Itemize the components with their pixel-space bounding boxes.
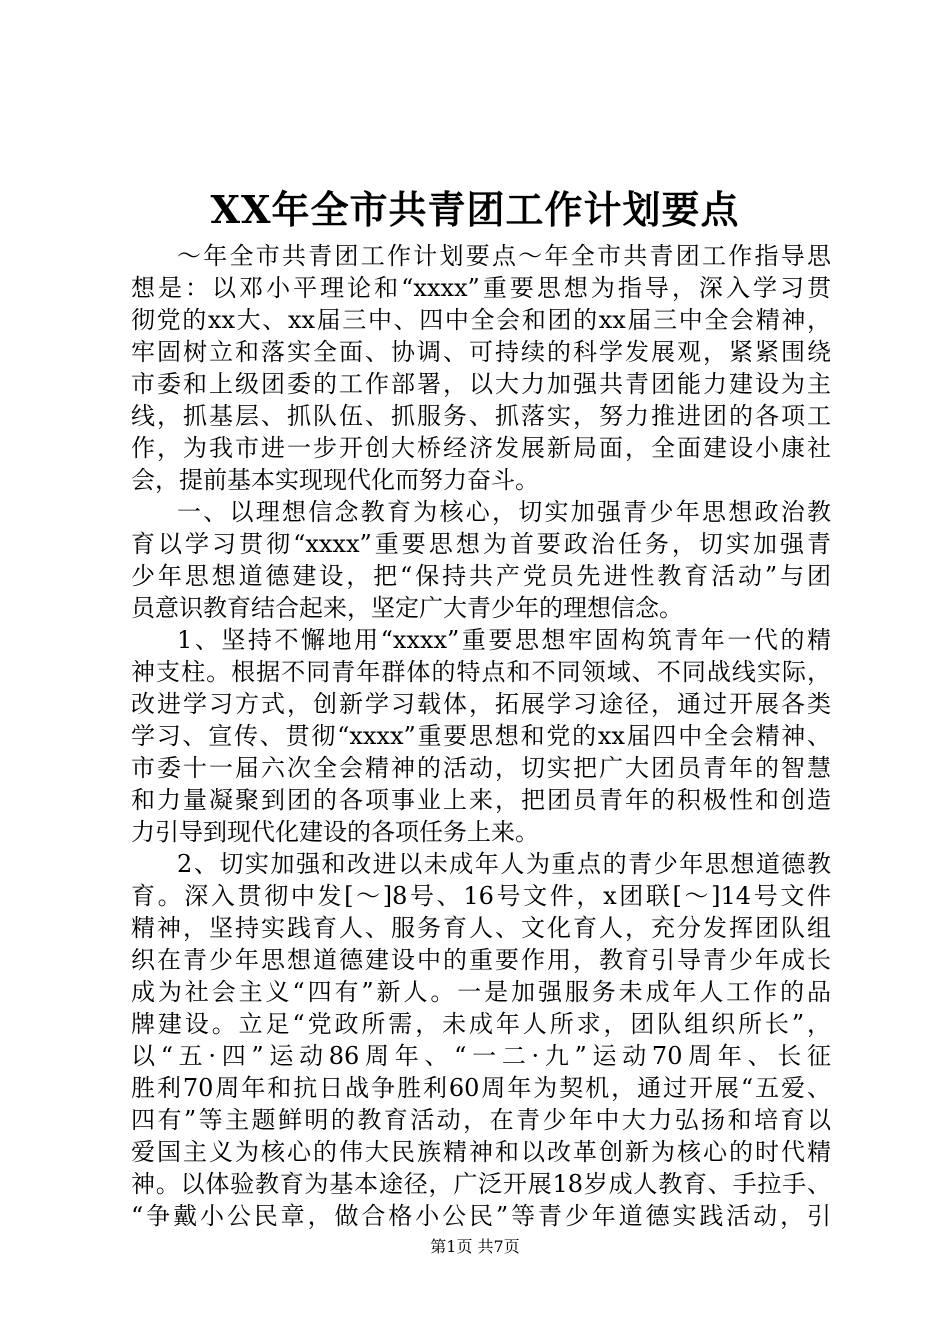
body-line: 育以学习贯彻“xxxx”重要思想为首要政治任务，切实加强青: [131, 530, 831, 558]
body-line: 线，抓基层、抓队伍、抓服务、抓落实，努力推进团的各项工: [131, 402, 831, 430]
body-line: 织在青少年思想道德建设中的重要作用，教育引导青少年成长: [131, 946, 831, 974]
body-line: 牢固树立和落实全面、协调、可持续的科学发展观，紧紧围绕: [131, 338, 831, 366]
body-line: 以“五·四”运动86周年、“一二·九”运动70周年、长征: [131, 1042, 831, 1070]
body-line: 员意识教育结合起来，坚定广大青少年的理想信念。: [131, 594, 683, 622]
body-line: 想是：以邓小平理论和“xxxx”重要思想为指导，深入学习贯: [131, 274, 831, 302]
body-line: ～年全市共青团工作计划要点～年全市共青团工作指导思: [177, 242, 831, 270]
body-line: 市委和上级团委的工作部署，以大力加强共青团能力建设为主: [131, 370, 831, 398]
body-line: “争戴小公民章，做合格小公民”等青少年道德实践活动，引: [131, 1202, 831, 1230]
body-line: 彻党的xx大、xx届三中、四中全会和团的xx届三中全会精神，: [131, 306, 831, 334]
body-line: 胜利70周年和抗日战争胜利60周年为契机，通过开展“五爱、: [131, 1074, 831, 1102]
document-body: [131, 240, 831, 1232]
body-line: 力引导到现代化建设的各项任务上来。: [131, 818, 539, 846]
body-line: 一、以理想信念教育为核心，切实加强青少年思想政治教: [177, 498, 831, 526]
body-line: 牌建设。立足“党政所需，未成年人所求，团队组织所长”，: [131, 1010, 831, 1038]
body-line: 改进学习方式，创新学习载体，拓展学习途径，通过开展各类: [131, 690, 831, 718]
body-line: 神支柱。根据不同青年群体的特点和不同领域、不同战线实际，: [131, 658, 831, 686]
body-line: 神。以体验教育为基本途径，广泛开展18岁成人教育、手拉手、: [131, 1170, 831, 1198]
body-line: 1、坚持不懈地用“xxxx”重要思想牢固构筑青年一代的精: [177, 626, 831, 654]
body-line: 市委十一届六次全会精神的活动，切实把广大团员青年的智慧: [131, 754, 831, 782]
body-line: 作，为我市进一步开创大桥经济发展新局面，全面建设小康社: [131, 434, 831, 462]
body-line: 会，提前基本实现现代化而努力奋斗。: [131, 466, 539, 494]
body-line: 育。深入贯彻中发[～]8号、16号文件，x团联[～]14号文件: [131, 882, 831, 910]
body-line: 精神，坚持实践育人、服务育人、文化育人，充分发挥团队组: [131, 914, 831, 942]
body-line: 四有”等主题鲜明的教育活动，在青少年中大力弘扬和培育以: [131, 1106, 831, 1134]
body-line: 学习、宣传、贯彻“xxxx”重要思想和党的xx届四中全会精神、: [131, 722, 831, 750]
body-line: 爱国主义为核心的伟大民族精神和以改革创新为核心的时代精: [131, 1138, 831, 1166]
page-footer: 第1页 共7页: [430, 1237, 520, 1256]
body-line: 成为社会主义“四有”新人。一是加强服务未成年人工作的品: [131, 978, 831, 1006]
document-title: XX年全市共青团工作计划要点: [210, 187, 740, 232]
body-line: 少年思想道德建设，把“保持共产党员先进性教育活动”与团: [131, 562, 831, 590]
body-line: 2、切实加强和改进以未成年人为重点的青少年思想道德教: [177, 850, 831, 878]
body-line: 和力量凝聚到团的各项事业上来，把团员青年的积极性和创造: [131, 786, 831, 814]
